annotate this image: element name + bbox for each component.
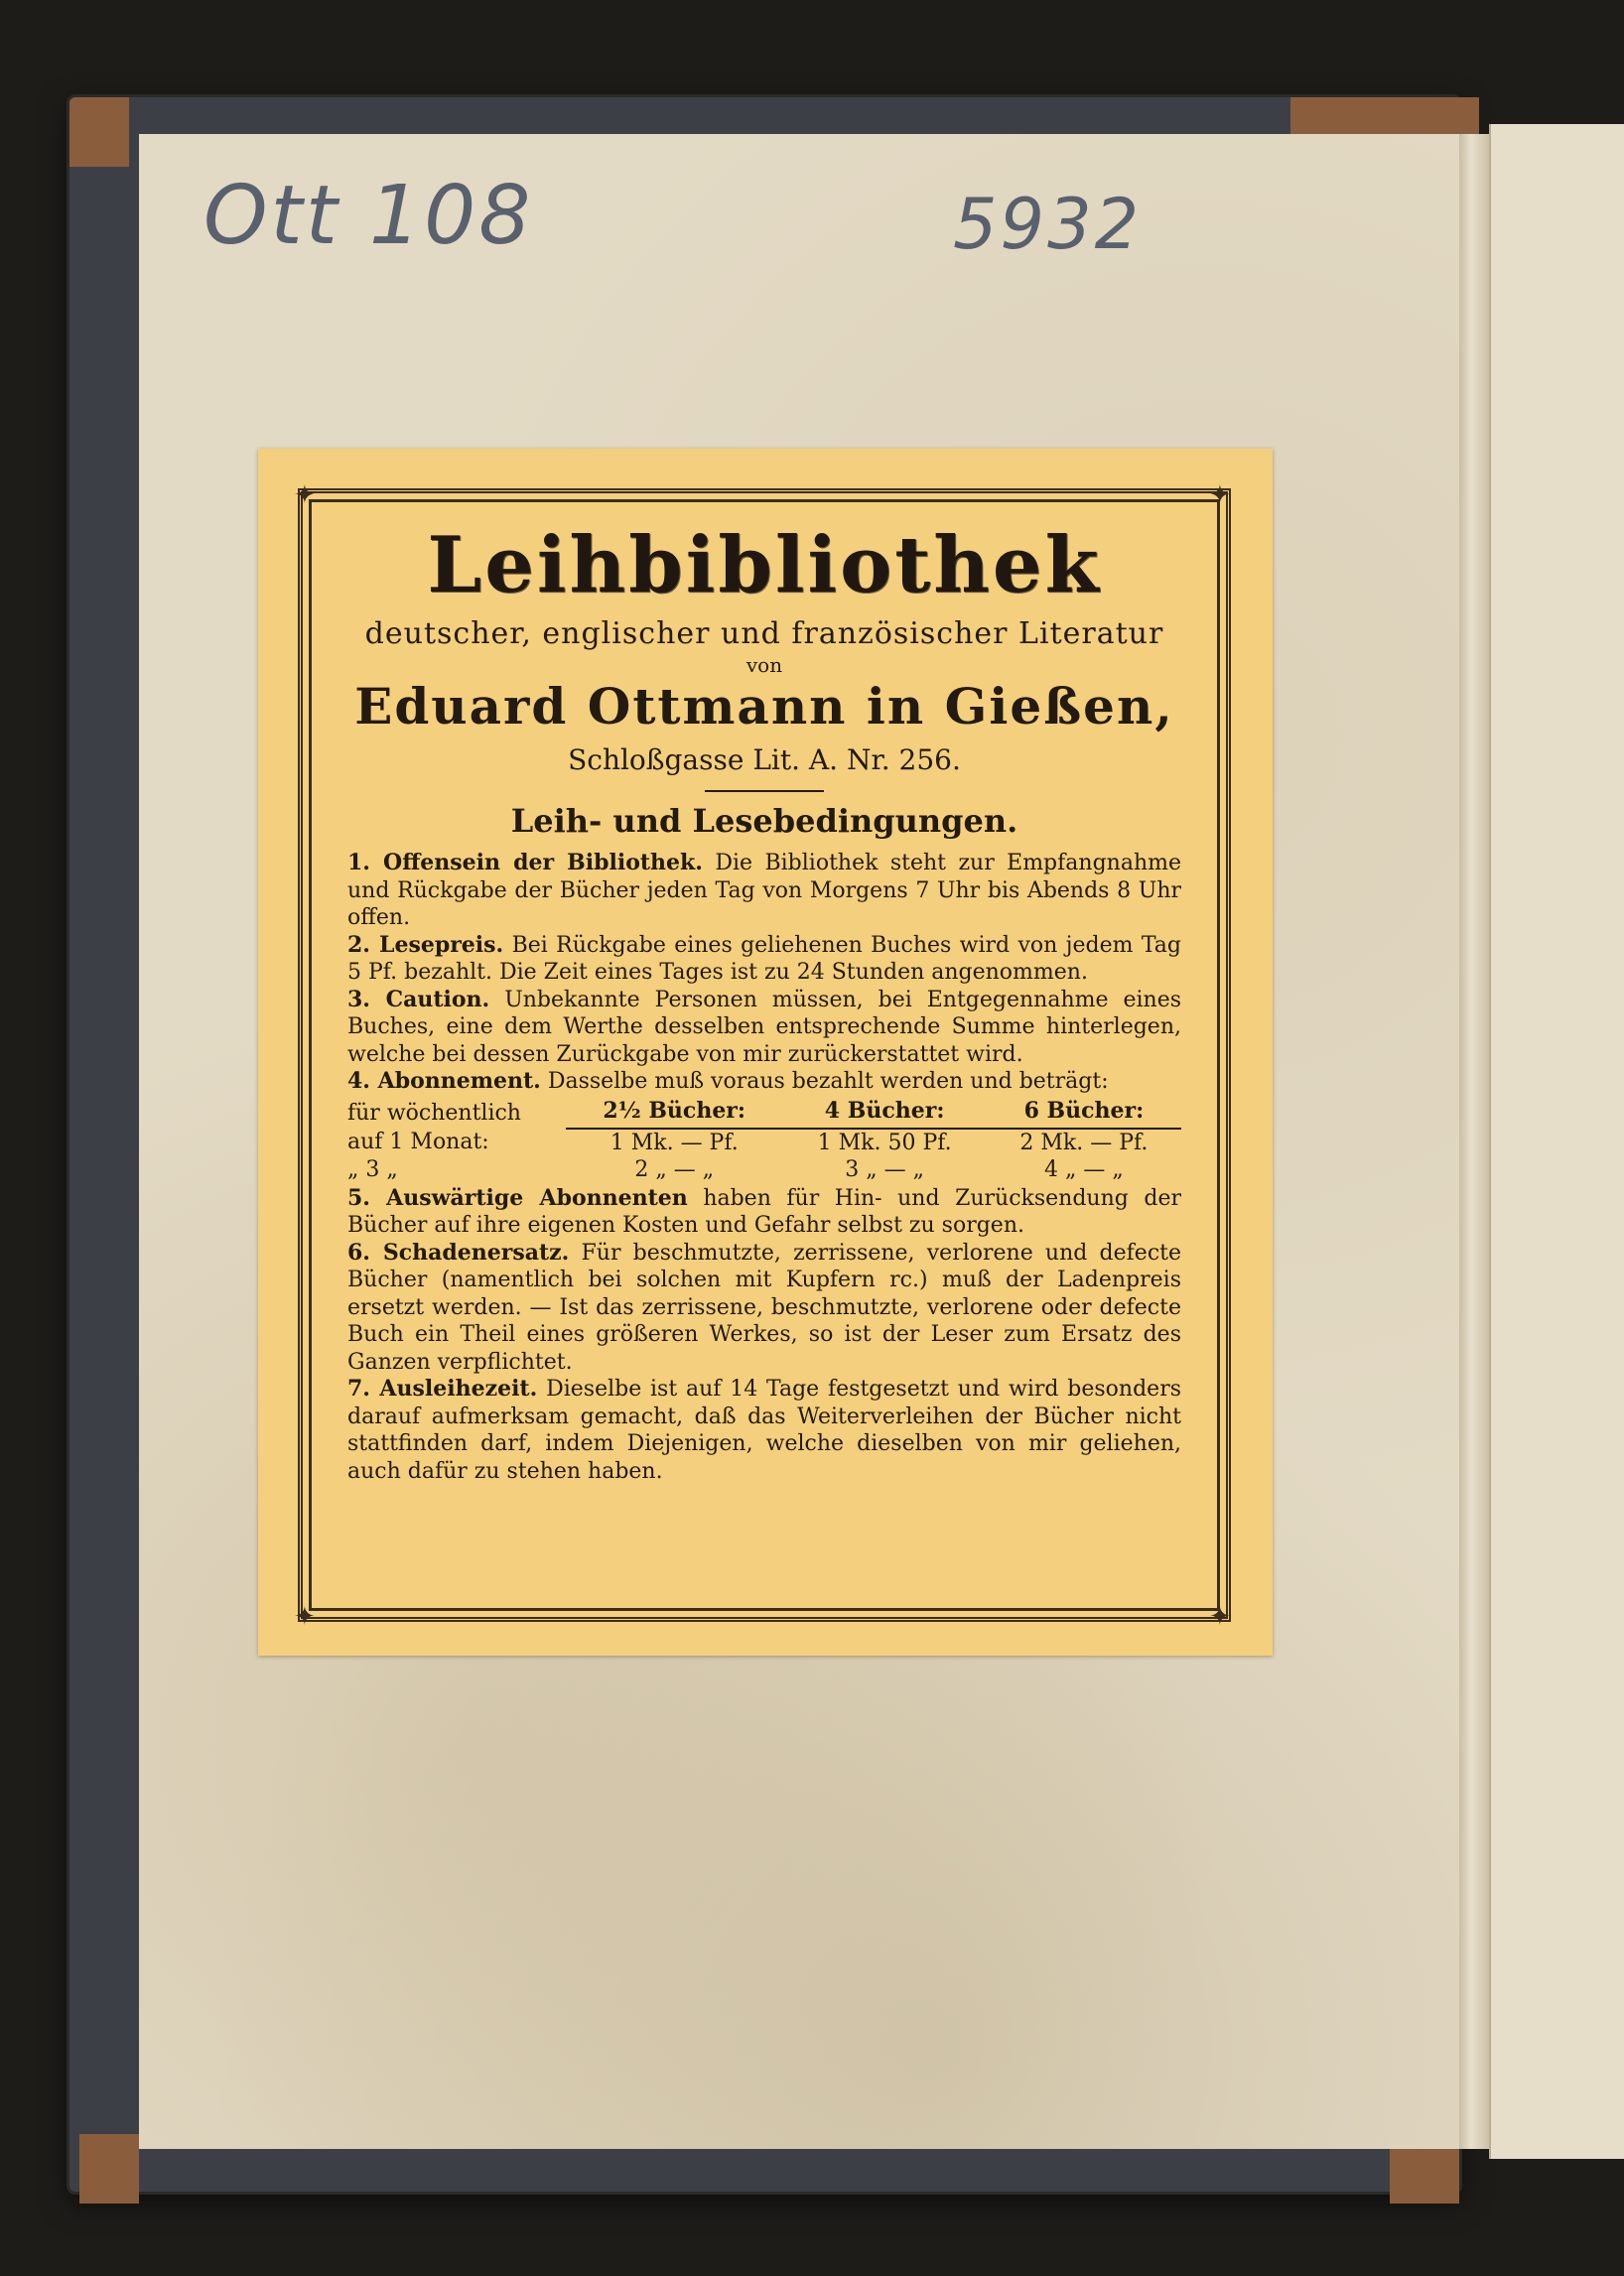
condition-7-head: 7. Ausleihezeit. xyxy=(347,1376,538,1402)
condition-6-head: 6. Schadenersatz. xyxy=(347,1239,570,1266)
price-cell: 2 „ — „ xyxy=(634,1156,715,1182)
condition-2-text: Bei Rückgabe eines geliehenen Buches wird von jedem Tag 5 Pf. bezahlt. Die Zeit eines Tages ist zu 24 Stunden angenommen. xyxy=(347,932,1181,985)
condition-1 xyxy=(347,850,1181,932)
table-row xyxy=(347,1129,1181,1156)
label-content xyxy=(347,520,1181,1485)
frame-corner-icon: ✦ xyxy=(294,480,316,510)
handwritten-shelfmark: Ott 108 xyxy=(203,169,534,263)
leather-corner-bottom-left xyxy=(79,2134,139,2204)
owner-address: Schloßgasse Lit. A. Nr. 256. xyxy=(568,743,961,776)
price-col-1: 2½ Bücher: xyxy=(566,1098,782,1129)
facing-page-edge xyxy=(1489,124,1624,2159)
price-table xyxy=(347,1098,1181,1183)
price-cell: 3 „ — „ xyxy=(845,1156,924,1182)
condition-6 xyxy=(347,1240,1181,1377)
divider xyxy=(705,790,824,792)
condition-4 xyxy=(347,1068,1181,1096)
price-cell: 2 Mk. — Pf. xyxy=(1019,1130,1149,1155)
price-table-header xyxy=(347,1098,1181,1129)
owner-name: Eduard Ottmann in Gießen, xyxy=(354,677,1174,736)
condition-4-text: Dasselbe muß voraus bezahlt werden und beträgt: xyxy=(547,1069,1109,1094)
label-von: von xyxy=(745,653,783,677)
price-col-3: 6 Bücher: xyxy=(987,1098,1181,1129)
library-label xyxy=(258,449,1273,1656)
handwritten-number: 5932 xyxy=(953,184,1143,265)
conditions-heading: Leih- und Lesebedingungen. xyxy=(510,802,1018,840)
page-fold xyxy=(1459,134,1489,2149)
label-title: Leihbibliothek xyxy=(427,520,1102,610)
table-row xyxy=(347,1156,1181,1183)
condition-5-text: haben für Hin- und Zurücksendung der Bücher auf ihre eigenen Kosten und Gefahr selbst zu sorgen. xyxy=(347,1185,1181,1238)
condition-3-head: 3. Caution. xyxy=(347,986,490,1012)
condition-7 xyxy=(347,1376,1181,1485)
label-subtitle: deutscher, englischer und französischer Literatur xyxy=(364,616,1164,651)
condition-4-head: 4. Abonnement. xyxy=(347,1068,541,1094)
price-col-2: 4 Bücher: xyxy=(782,1098,986,1129)
frame-corner-icon: ✦ xyxy=(294,1602,316,1632)
condition-5-head: 5. Auswärtige Abonnenten xyxy=(347,1184,688,1211)
price-row-label: für wöchentlich xyxy=(347,1100,521,1126)
condition-3-text: Unbekannte Personen müssen, bei Entgegennahme eines Buches, eine dem Werthe desselben entsprechende Summe hinterlegen, welche bei dessen Zurückgabe von mir zurückerstattet wird. xyxy=(347,987,1182,1067)
condition-6-text: Für beschmutzte, zerrissene, verlorene und defecte Bücher (namentlich bei solchen mit Kupfern rc.) muß der Ladenpreis ersetzt werden. — Ist das zerrissene, beschmutzte, verlorene oder defecte Buch ein Theil eines größeren Werkes, so ist der Leser zum Ersatz des Ganzen verpflichtet. xyxy=(347,1240,1182,1375)
condition-3 xyxy=(347,987,1181,1069)
price-period: auf 1 Monat: xyxy=(347,1130,489,1154)
condition-1-text: Die Bibliothek steht zur Empfangnahme und Rückgabe der Bücher jeden Tag von Morgens 7 Uhr bis Abends 8 Uhr offen. xyxy=(347,851,1181,930)
price-cell: 1 Mk. — Pf. xyxy=(609,1130,739,1155)
condition-2-head: 2. Lesepreis. xyxy=(347,931,504,958)
frame-corner-icon: ✦ xyxy=(1209,480,1231,510)
price-period: „ 3 „ xyxy=(347,1156,398,1182)
condition-1-head: 1. Offensein der Bibliothek. xyxy=(347,850,703,875)
condition-5 xyxy=(347,1185,1181,1240)
condition-7-text: Dieselbe ist auf 14 Tage festgesetzt und wird besonders darauf aufmerksam gemacht, daß das Weiterverleihen der Bücher nicht stattfinden darf, indem Diejenigen, welche dieselben von mir geliehen, auch dafür zu stehen haben. xyxy=(347,1377,1181,1484)
condition-2 xyxy=(347,932,1181,987)
frame-corner-icon: ✦ xyxy=(1209,1602,1231,1632)
price-cell: 4 „ — „ xyxy=(1044,1156,1124,1182)
price-cell: 1 Mk. 50 Pf. xyxy=(817,1130,952,1155)
leather-corner-top-left xyxy=(69,97,129,167)
